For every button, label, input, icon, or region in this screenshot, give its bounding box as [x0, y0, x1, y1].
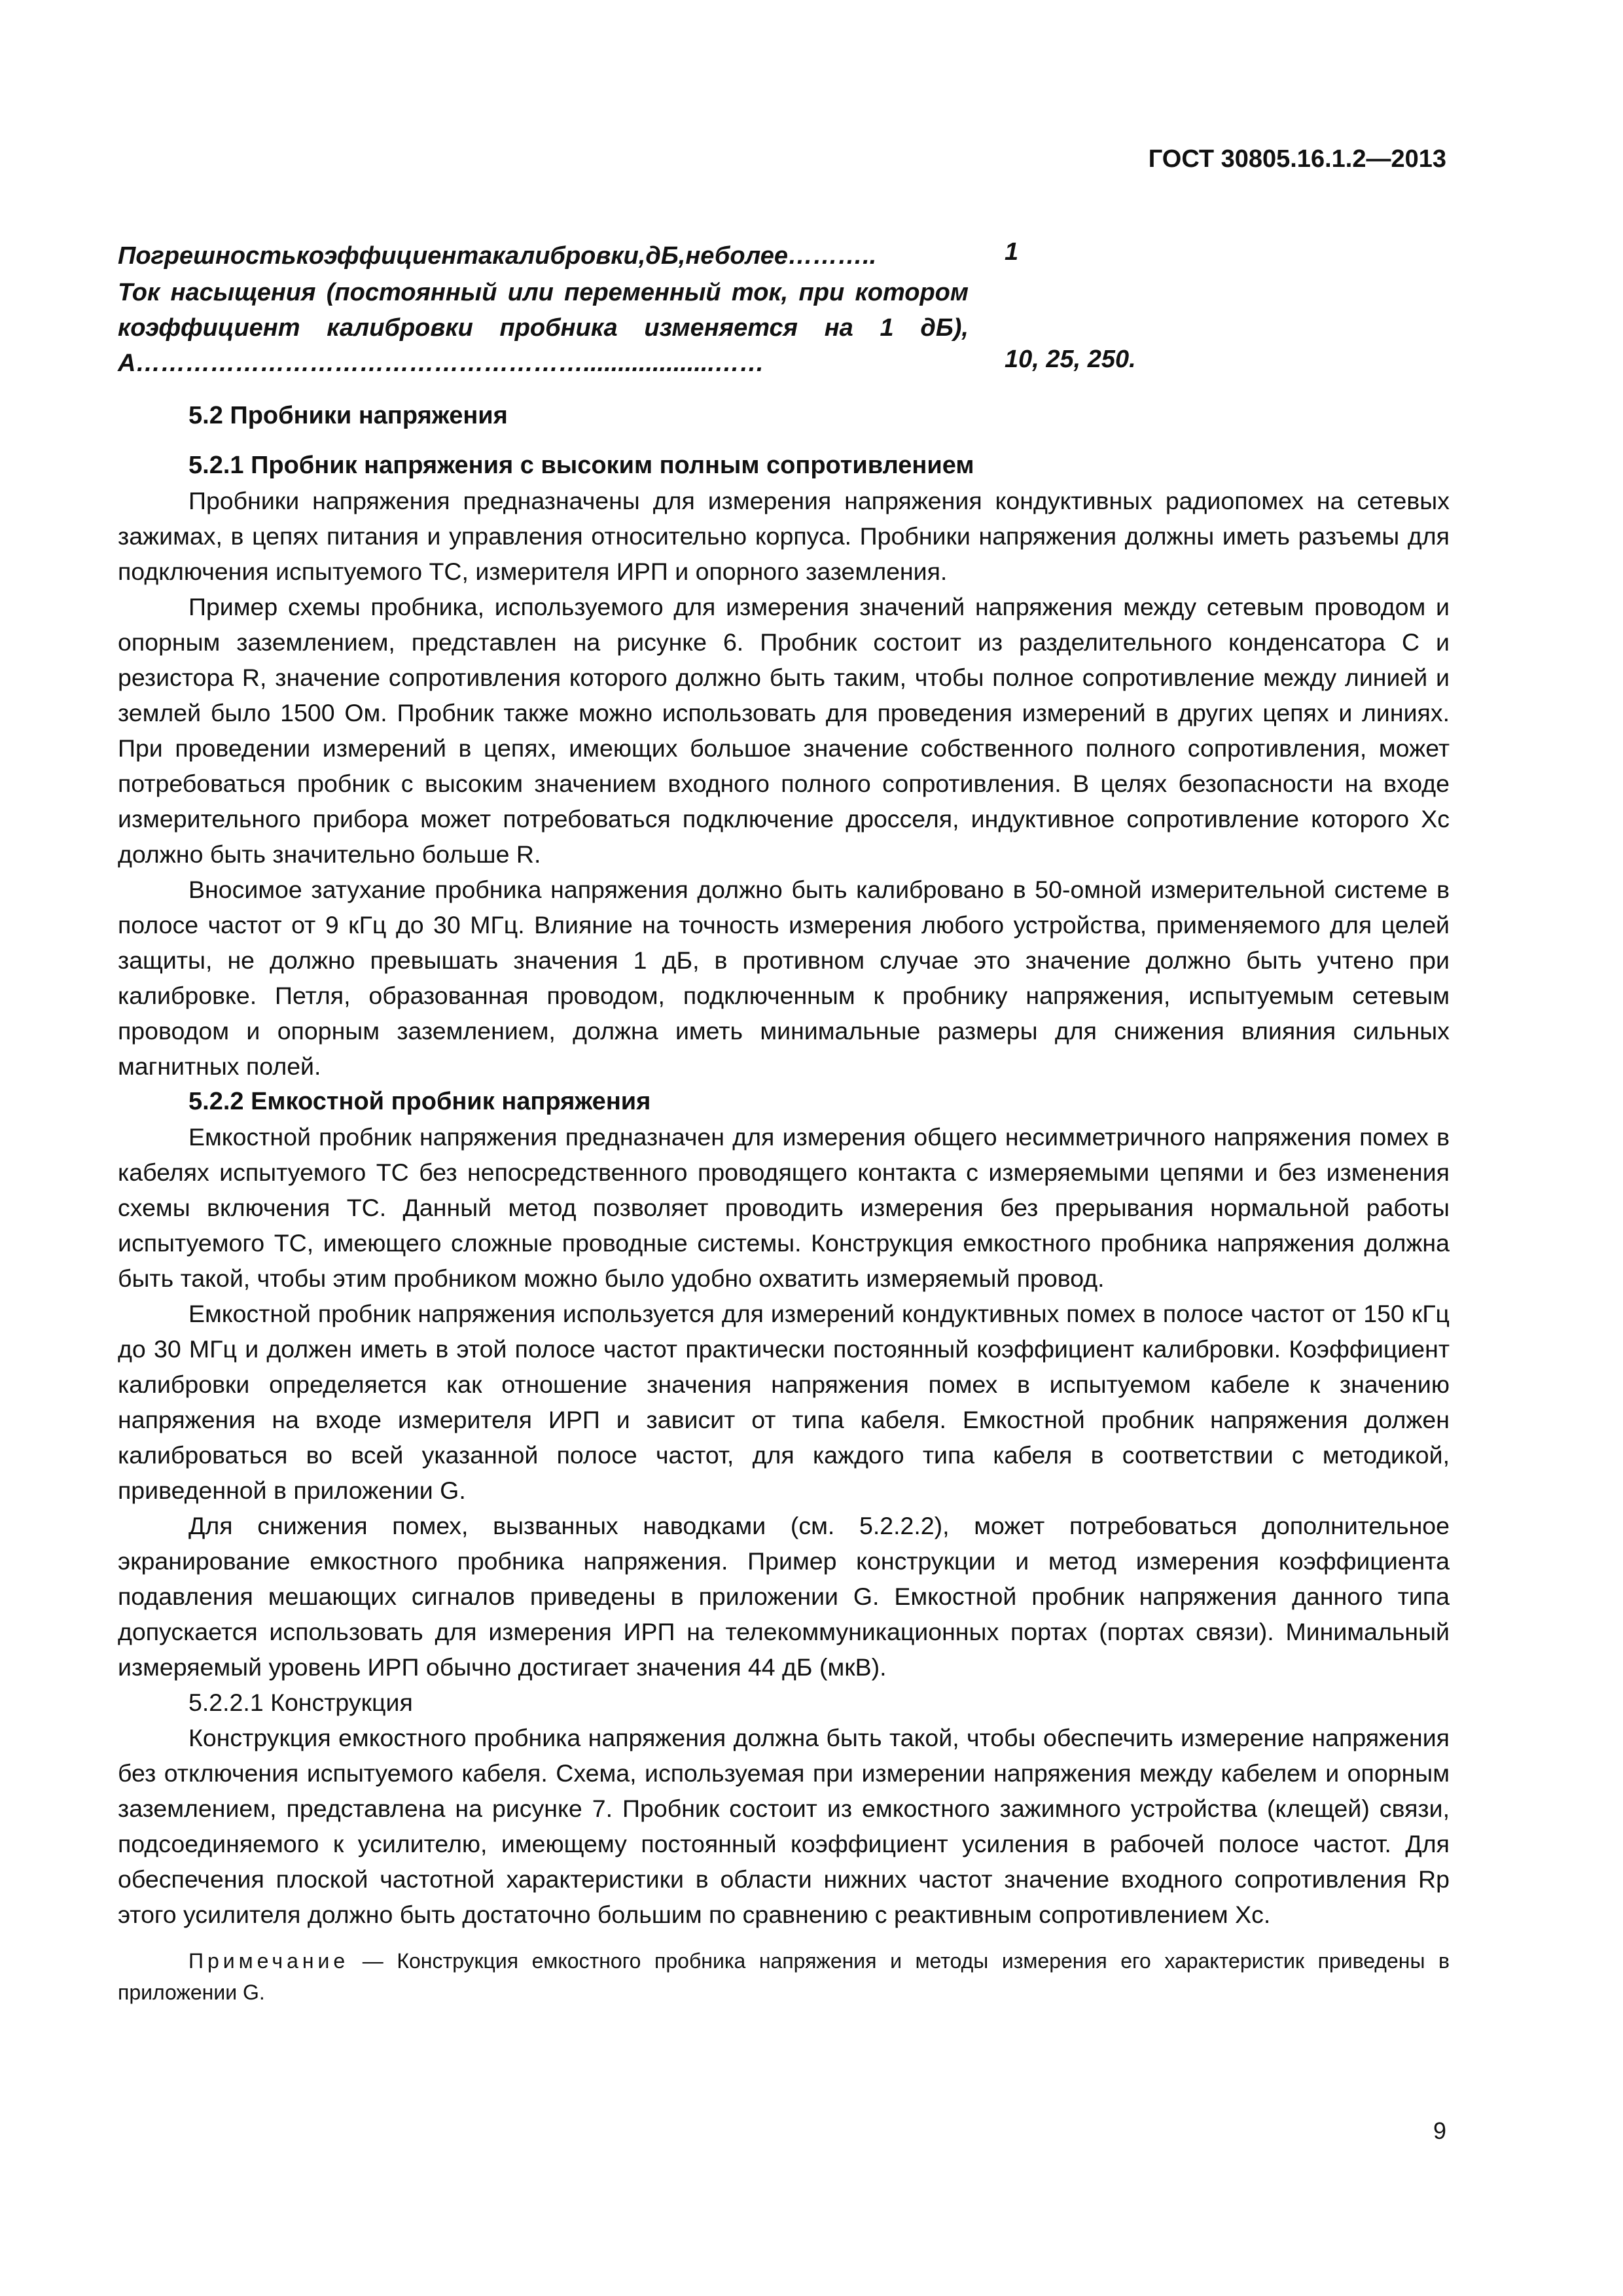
- spec-value-saturation-current: 10, 25, 250.: [1005, 346, 1136, 373]
- section-5-2-title: 5.2 Пробники напряжения: [188, 402, 508, 429]
- note-text: — Конструкция емкостного пробника напряжения и методы измерения его характеристик приведены в приложении G.: [118, 1949, 1450, 2004]
- spec-value-calibration-error: 1: [1005, 238, 1019, 266]
- paragraph: Пример схемы пробника, используемого для измерения значений напряжения между сетевым проводом и опорным заземлением, представлен на рисунке 6. Пробник состоит из разделительного конденсатора C и резистора R, значение сопротивления которого должно быть таким, чтобы полное сопротивление между линией и землей было 1500 Ом. Пробник также можно использовать для проведения измерений в других цепях и линиях. При проведении измерений в цепях, имеющих большое значение собственного полного сопротивления, может потребоваться пробник с высоким значением входного полного сопротивления. В целях безопасности на входе измерительного прибора может потребоваться подключение дросселя, индуктивное сопротивление которого Xc должно быть значительно больше R.: [118, 593, 1450, 868]
- spec-row-saturation-current: Ток насыщения (постоянный или переменный ток, при котором коэффициент калибровки пробника изменяется на 1 дБ), А………………………………………………...................……: [118, 279, 969, 377]
- section-5-2-1-title: 5.2.1 Пробник напряжения с высоким полным сопротивлением: [188, 452, 974, 479]
- standard-code-header: ГОСТ 30805.16.1.2—2013: [1148, 145, 1446, 173]
- page-number: 9: [1433, 2117, 1446, 2144]
- paragraph: Конструкция емкостного пробника напряжения должна быть такой, чтобы обеспечить измерение напряжения без отключения испытуемого кабеля. Схема, используемая при измерении напряжения между кабелем и опорным заземлением, представлена на рисунке 7. Пробник состоит из емкостного зажимного устройства (клещей) связи, подсоединяемого к усилителю, имеющему постоянный коэффициент усиления в рабочей полосе частот. Для обеспечения плоской частотной характеристики в области нижних частот значение входного сопротивления Rp этого усилителя должно быть достаточно большим по сравнению с реактивным сопротивлением Xc.: [118, 1724, 1450, 1928]
- spec-row-calibration-error: Погрешностькоэффициентакалибровки,дБ,неболее………..: [118, 242, 877, 270]
- paragraph: Вносимое затухание пробника напряжения должно быть калибровано в 50-омной измерительной системе в полосе частот от 9 кГц до 30 МГц. Влияние на точность измерения любого устройства, применяемого для целей защиты, не должно превышать значения 1 дБ, в противном случае это значение должно быть учтено при калибровке. Петля, образованная проводом, подключенным к пробнику напряжения, испытуемым сетевым проводом и опорным заземлением, должна иметь минимальные размеры для снижения влияния сильных магнитных полей.: [118, 876, 1450, 1080]
- paragraph: Пробники напряжения предназначены для измерения напряжения кондуктивных радиопомех на сетевых зажимах, в цепях питания и управления относительно корпуса. Пробники напряжения должны иметь разъемы для подключения испытуемого ТС, измерителя ИРП и опорного заземления.: [118, 487, 1450, 585]
- note-label: Примечание: [188, 1949, 349, 1973]
- paragraph: Для снижения помех, вызванных наводками (см. 5.2.2.2), может потребоваться дополнительное экранирование емкостного пробника напряжения. Пример конструкции и метод измерения коэффициента подавления мешающих сигналов приведены в приложении G. Емкостной пробник напряжения данного типа допускается использовать для измерения ИРП на телекоммуникационных портах (портах связи). Минимальный измеряемый уровень ИРП обычно достигает значения 44 дБ (мкВ).: [118, 1512, 1450, 1681]
- paragraph: Емкостной пробник напряжения используется для измерений кондуктивных помех в полосе частот от 150 кГц до 30 МГц и должен иметь в этой полосе частот практически постоянный коэффициент калибровки. Коэффициент калибровки определяется как отношение значения напряжения помех в испытуемом кабеле к значению напряжения на входе измерителя ИРП и зависит от типа кабеля. Емкостной пробник напряжения должен калиброваться во всей указанной полосе частот, для каждого типа кабеля в соответствии с методикой, приведенной в приложении G.: [118, 1300, 1450, 1504]
- paragraph: Емкостной пробник напряжения предназначен для измерения общего несимметричного напряжения помех в кабелях испытуемого ТС без непосредственного проводящего контакта с измеряемыми цепями и без изменения схемы включения ТС. Данный метод позволяет проводить измерения без прерывания нормальной работы испытуемого ТС, имеющего сложные проводные системы. Конструкция емкостного пробника напряжения должна быть такой, чтобы этим пробником можно было удобно охватить измеряемый провод.: [118, 1123, 1450, 1292]
- section-5-2-2-1-title: 5.2.2.1 Конструкция: [188, 1689, 413, 1716]
- section-5-2-2-title: 5.2.2 Емкостной пробник напряжения: [188, 1088, 651, 1115]
- document-body: [118, 398, 1450, 2008]
- note: [118, 1945, 1450, 2008]
